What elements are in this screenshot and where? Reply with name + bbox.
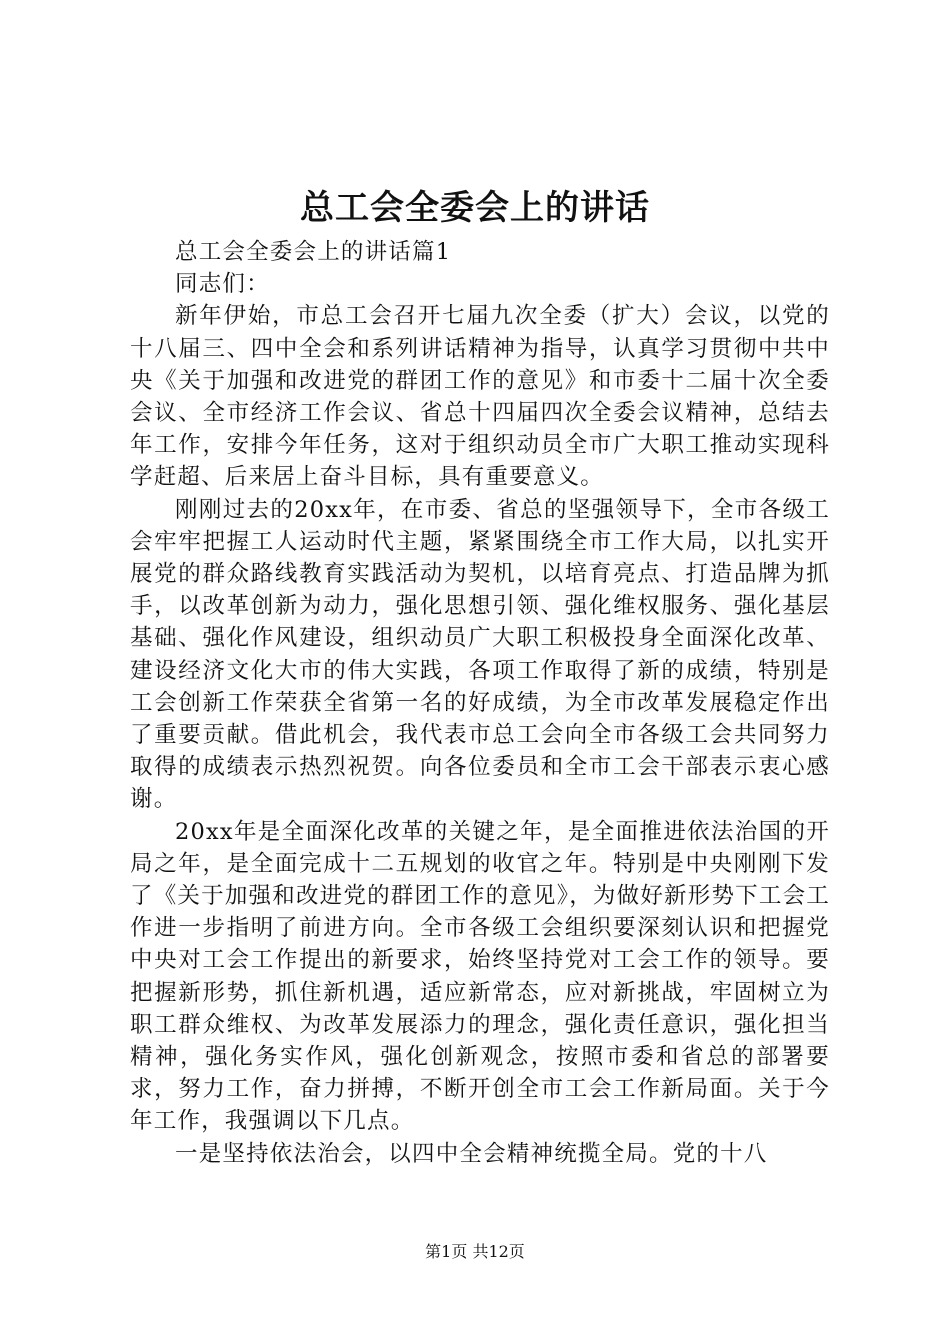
page-footer: 第1页 共12页 — [425, 1242, 525, 1261]
paragraph-1: 新年伊始，市总工会召开七届九次全委（扩大）会议，以党的十八届三、四中全会和系列讲话精神为指导，认真学习贯彻中共中央《关于加强和改进党的群团工作的意见》和市委十二届十次全委会议、全市经济工作会议、省总十四届四次全委会议精神，总结去年工作，安排今年任务，这对于组织动员全市广大职工推动实现科学赶超、后来居上奋斗目标，具有重要意义。 — [130, 303, 830, 491]
paragraph-2: 刚刚过去的20xx年，在市委、省总的坚强领导下，全市各级工会牢牢把握工人运动时代主题，紧紧围绕全市工作大局，以扎实开展党的群众路线教育实践活动为契机，以培育亮点、打造品牌为抓手，以改革创新为动力，强化思想引领、强化维权服务、强化基层基础、强化作风建设，组织动员广大职工积极投身全面深化改革、建设经济文化大市的伟大实践，各项工作取得了新的成绩，特别是工会创新工作荣获全省第一名的好成绩，为全市改革发展稳定作出了重要贡献。借此机会，我代表市总工会向全市各级工会共同努力取得的成绩表示热烈祝贺。向各位委员和全市工会干部表示衷心感谢。 — [130, 496, 830, 813]
document-title: 总工会全委会上的讲话 — [300, 188, 650, 228]
document-body — [130, 236, 830, 1170]
paragraph-3: 20xx年是全面深化改革的关键之年，是全面推进依法治国的开局之年，是全面完成十二五规划的收官之年。特别是中央刚刚下发了《关于加强和改进党的群团工作的意见》，为做好新形势下工会工作进一步指明了前进方向。全市各级工会组织要深刻认识和把握党中央对工会工作提出的新要求，始终坚持党对工会工作的领导。要把握新形势，抓住新机遇，适应新常态，应对新挑战，牢固树立为职工群众维权、为改革发展添力的理念，强化责任意识，强化担当精神，强化务实作风，强化创新观念，按照市委和省总的部署要求，努力工作，奋力拼搏，不断开创全市工会工作新局面。关于今年工作，我强调以下几点。 — [130, 818, 830, 1135]
section-heading: 总工会全委会上的讲话篇1 — [175, 239, 452, 265]
paragraph-4: 一是坚持依法治会，以四中全会精神统揽全局。党的十八 — [175, 1140, 768, 1167]
salutation: 同志们： — [175, 271, 270, 298]
